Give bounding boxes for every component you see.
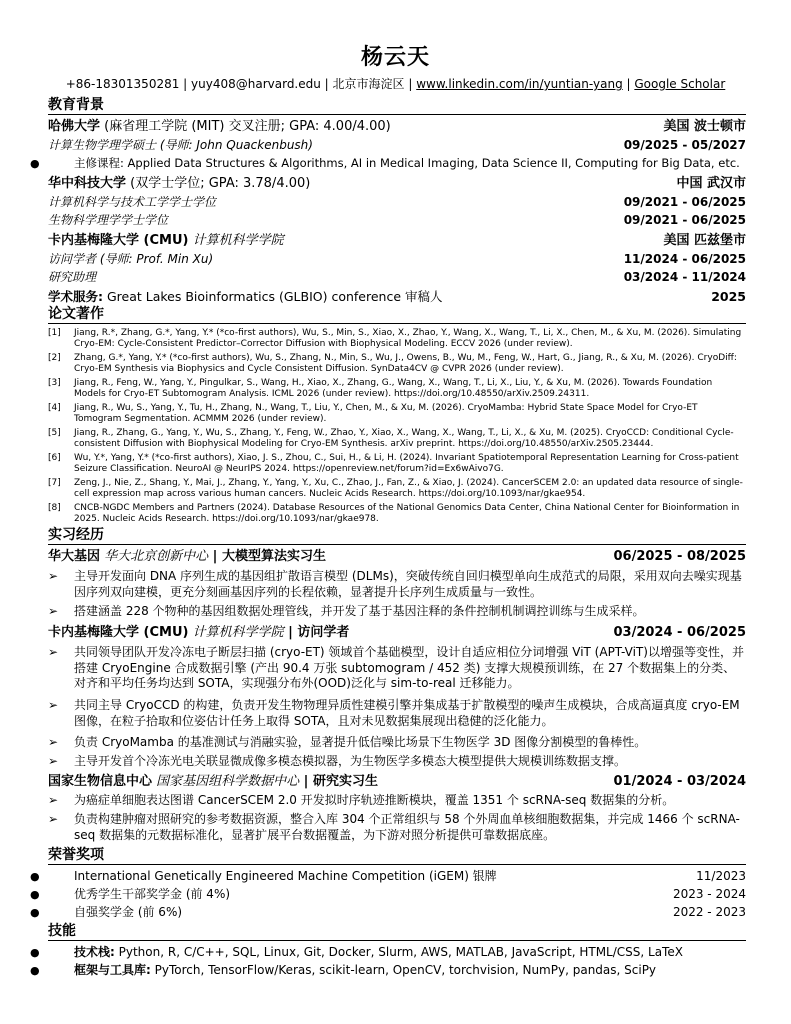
skills-frameworks: 框架与工具库: PyTorch, TensorFlow/Keras, scikit-learn, OpenCV, torchvision, NumPy, pandas, SciPy [74, 963, 657, 977]
linkedin-link[interactable]: www.linkedin.com/in/yuntian-yang [416, 77, 623, 91]
academic-service: 学术服务: Great Lakes Bioinformatics (GLBIO) conference 审稿人 2025 [48, 289, 746, 304]
arrow-icon: ➢ [48, 645, 59, 659]
arrow-icon: ➢ [48, 793, 59, 807]
section-skills-title: 技能 [48, 922, 746, 941]
bullet-icon: ● [30, 946, 40, 959]
honor-item: International Genetically Engineered Machine Competition (iGEM) 银牌 11/2023 [74, 869, 746, 883]
cmu-bullet-2: 共同主导 CryoCCD 的构建，负责开发生物物理异质性建模引擎并集成基于扩散模型的噪声生成模块，合成高逼真度 cryo-EM 图像，在粒子拾取和位姿估计任务上取得 SOTA，且对未见数据集展现出稳健的泛化能力。 [74, 698, 740, 728]
cmu-bullet-1: 共同领导团队开发冷冻电子断层扫描 (cryo-ET) 领域首个基础模型，设计自适应相位分词增强 ViT (APT-ViT)以增强等变性，并搭建 CryoEngine 合成数据引擎 (产出 90.4 万张 subtomogram / 452 类) 支撑大规模预训练，在 27 个数据集上的分类、对齐和平均任务均达到 SOTA，实现强分布外(OOD)泛化与 sim-to-real 迁移能力。 [74, 645, 744, 690]
arrow-icon: ➢ [48, 735, 59, 749]
contact-line: +86-18301350281 | yuy408@harvard.edu | 北京市海淀区 | www.linkedin.com/in/yuntian-yang | Google Scholar [65, 77, 726, 91]
arrow-icon: ➢ [48, 754, 59, 768]
cmu-role-2: 研究助理 03/2024 - 11/2024 [48, 270, 746, 284]
bullet-icon: ● [30, 964, 40, 977]
arrow-icon: ➢ [48, 812, 59, 826]
honor-item: 优秀学生干部奖学金 (前 4%) 2023 - 2024 [74, 887, 746, 901]
bgi-bullet-1: 主导开发面向 DNA 序列生成的基因组扩散语言模型 (DLMs)，突破传统自回归模型单向生成范式的局限，采用双向去噪实现基因序列双向建模，更充分刻画基因序列的长程依赖，显著提升长序列生成质量与一致性。 [74, 569, 742, 599]
bullet-icon: ● [30, 870, 40, 883]
email[interactable]: yuy408@harvard.edu [191, 77, 321, 91]
ngdc-bullet-2: 负责构建肿瘤对照研究的参考数据资源，整合入库 304 个正常组织与 58 个外周血单核细胞数据集，并完成 1466 个 scRNA-seq 数据集的元数据标准化，显著扩展平台数据覆盖，为下游对照分析提供可靠数据底座。 [74, 812, 740, 842]
arrow-icon: ➢ [48, 604, 59, 618]
bgi-bullet-2: 搭建涵盖 228 个物种的基因组数据处理管线，并开发了基于基因注释的条件控制机制调控训练与生成采样。 [74, 604, 645, 618]
harvard-degree: 计算生物学理学硕士 (导师: John Quackenbush) 09/2025 - 05/2027 [48, 138, 746, 152]
cmu-bullet-4: 主导开发首个冷冻光电关联显微成像多模态模拟器，为生物医学多模态大模型提供大规模训练数据支撑。 [74, 754, 627, 768]
cmu-bullet-3: 负责 CryoMamba 的基准测试与消融实验，显著提升低信噪比场景下生物医学 3D 图像分割模型的鲁棒性。 [74, 735, 647, 749]
scholar-link[interactable]: Google Scholar [634, 77, 726, 91]
hust-degree-2: 生物科学理学学士学位 09/2021 - 06/2025 [48, 213, 746, 227]
section-honors-title: 荣誉奖项 [48, 846, 746, 865]
section-internships-title: 实习经历 [48, 526, 746, 545]
resume-page: 杨云天 +86-18301350281 | yuy408@harvard.edu | 北京市海淀区 | www.linkedin.com/in/yuntian-yang | Google Scholar 教育背景 哈佛大学 (麻省理工学院 (MIT) 交叉注册; GPA: 4.00/4.00) 美国 波士顿市 计算生物学理学硕士 (导师: John Quackenbush) 09/2025 - 05/2027 ● 主修课程: Applied Data Structures & Algorithms, AI in Medical Imaging, Data Science II, Computing for Big Data, etc. 华中科技大学 (双学士学位; GPA: 3.78/4.00) 中国 武汉市 计算机科学与技术工学学士学位 09/2021 - 06/2025 生物科学理学学士学位 09/2021 - 06/2025 卡内基梅隆大学 (CMU) 计算机科学学院 美国 匹兹堡市 访问学者 (导师: Prof. Min Xu) 11/2024 - 06/2025 研究助理 03/2024 - 11/2024 学术服务: Great Lakes Bioinformatics (GLBIO) conference 审稿人 2025 论文著作 [1] Jiang, R.*, Zhang, G.*, Yang, Y.* (*co-first authors), Wu, S., Min, S., Xiao, X., Zhao, Y., Wang, X., Wang, T., Li, X., Chen, M., & Xu, M. (2026). Simulating Cryo-EM: Cycle-Consistent Predictor–Corrector Diffusion with Biophysical Modeling. ECCV 2026 (under review). [2] Zhang, G.*, Yang, Y.* (*co-first authors), Wu, S., Zhang, N., Min, S., Wu, J., Owens, B., Wu, M., Feng, W., Hart, G., Jiang, R., & Xu, M. (2026). CryoDiff: Cryo-EM Synthesis via Biophysics and Cycle Consistent Diffusion. SynData4CV @ CVPR 2026 (under review). [3] Jiang, R., Feng, W., Yang, Y., Pingulkar, S., Wang, H., Xiao, X., Zhang, G., Wang, X., Wang, T., Li, X., Liu, Y., & Xu, M. (2026). Towards Foundation Models for Cryo-ET Subtomogram Analysis. ICML 2026 (under review). https://doi.org/10.48550/arXiv.2509.24311. [4] Jiang, R., Wu, S., Yang, Y., Tu, H., Zhang, N., Wang, T., Liu, Y., Chen, M., & Xu, M. (2026). CryoMamba: Hybrid State Space Model for Cryo-ET Tomogram Segmentation. ACMMM 2026 (under review). [5] Jiang, R., Zhang, G., Yang, Y., Wu, S., Zhang, Y., Feng, W., Zhao, Y., Xiao, X., Wang, X., Wang, T., Li, X., & Xu, M. (2025). CryoCCD: Conditional Cycle-consistent Diffusion with Biophysical Modeling for Cryo-EM Synthesis. arXiv preprint. https://doi.org/10.48550/arXiv.2505.23444. [6] Wu, Y.*, Yang, Y.* (*co-first authors), Xiao, J. S., Zhou, C., Sui, H., & Li, H. (2024). Invariant Spatiotemporal Representation Learning for Cross-patient Seizure Classification. NeuroAI @ NeurIPS 2024. https://openreview.net/forum?id=Ex6wAivo7G. [7] Zeng, J., Nie, Z., Shang, Y., Mai, J., Zhang, Y., Yang, Y., Xu, C., Zhao, J., Fan, Z., & Xiao, J. (2024). CancerSCEM 2.0: an updated data resource of single-cell expression map across various human cancers. Nucleic Acids Research. https://doi.org/10.1093/nar/gkae954. [8] CNCB-NGDC Members and Partners (2024). Database Resources of the National Genomics Data Center, China National Center for Bioinformation in 2025. Nucleic Acids Research. https://doi.org/10.1093/nar/gkae978. 实习经历 华大基因 华大北京创新中心 | 大模型算法实习生 06/2025 - 08/2025 ➢ 主导开发面向 DNA 序列生成的基因组扩散语言模型 (DLMs)，突破传统自回归模型单向生成范式的局限，采用双向去噪实现基因序列双向建模，更充分刻画基因序列的长程依赖，显著提升长序列生成质量与一致性。 ➢ 搭建涵盖 228 个物种的基因组数据处理管线，并开发了基于基因注释的条件控制机制调控训练与生成采样。 卡内基梅隆大学 (CMU) 计算机科学学院 | 访问学者 03/2024 - 06/2025 ➢ 共同领导团队开发冷冻电子断层扫描 (cryo-ET) 领域首个基础模型，设计自适应相位分词增强 ViT (APT-ViT)以增强等变性，并搭建 CryoEngine 合成数据引擎 (产出 90.4 万张 subtomogram / 452 类) 支撑大规模预训练，在 27 个数据集上的分类、对齐和平均任务均达到 SOTA，实现强分布外(OOD)泛化与 sim-to-real 迁移能力。 ➢ 共同主导 CryoCCD 的构建，负责开发生物物理异质性建模引擎并集成基于扩散模型的噪声生成模块，合成高逼真度 cryo-EM 图像，在粒子拾取和位姿估计任务上取得 SOTA，且对未见数据集展现出稳健的泛化能力。 ➢ 负责 CryoMamba 的基准测试与消融实验，显著提升低信噪比场景下生物医学 3D 图像分割模型的鲁棒性。 ➢ 主导开发首个冷冻光电关联显微成像多模态模拟器，为生物医学多模态大模型提供大规模训练数据支撑。 国家生物信息中心 国家基因组科学数据中心 | 研究实习生 01/2024 - 03/2024 ➢ 为癌症单细胞表达图谱 CancerSCEM 2.0 开发拟时序轨迹推断模块，覆盖 1351 个 scRNA-seq 数据集的分析。 ➢ 负责构建肿瘤对照研究的参考数据资源，整合入库 304 个正常组织与 58 个外周血单核细胞数据集，并完成 1466 个 scRNA-seq 数据集的元数据标准化，显著扩展平台数据覆盖，为下游对照分析提供可靠数据底座。 荣誉奖项 ● International Genetically Engineered Machine Competition (iGEM) 银牌 11/2023 ● 优秀学生干部奖学金 (前 4%) 2023 - 2024 ● 自强奖学金 (前 6%) 2022 - 2023 技能 ● 技术栈: Python, R, C/C++, SQL, Linux, Git, Docker, Slurm, AWS, MATLAB, JavaScript, HTML/CSS, LaTeX ● 框架与工具库: PyTorch, TensorFlow/Keras, scikit-learn, OpenCV, torchvision, NumPy, pandas, SciPy [0, 0, 791, 1024]
section-education-title: 教育背景 [48, 96, 746, 115]
phone: +86-18301350281 [65, 77, 180, 91]
cmu-intern-header: 卡内基梅隆大学 (CMU) 计算机科学学院 | 访问学者 03/2024 - 06/2025 [48, 625, 746, 640]
skills-tech: 技术栈: Python, R, C/C++, SQL, Linux, Git, Docker, Slurm, AWS, MATLAB, JavaScript, HTML/CSS, LaTeX [74, 945, 683, 959]
ngdc-bullet-1: 为癌症单细胞表达图谱 CancerSCEM 2.0 开发拟时序轨迹推断模块，覆盖 1351 个 scRNA-seq 数据集的分析。 [74, 793, 675, 807]
ngdc-header: 国家生物信息中心 国家基因组科学数据中心 | 研究实习生 01/2024 - 03/2024 [48, 774, 746, 789]
location: 北京市海淀区 [332, 77, 405, 91]
harvard-header: 哈佛大学 (麻省理工学院 (MIT) 交叉注册; GPA: 4.00/4.00) 美国 波士顿市 [48, 119, 746, 134]
honor-item: 自强奖学金 (前 6%) 2022 - 2023 [74, 905, 746, 919]
cmu-role-1: 访问学者 (导师: Prof. Min Xu) 11/2024 - 06/2025 [48, 252, 746, 266]
bullet-icon: ● [30, 906, 40, 919]
hust-header: 华中科技大学 (双学士学位; GPA: 3.78/4.00) 中国 武汉市 [48, 176, 746, 191]
harvard-location: 美国 波士顿市 [663, 119, 746, 134]
bullet-icon: ● [30, 157, 40, 170]
arrow-icon: ➢ [48, 569, 59, 583]
arrow-icon: ➢ [48, 698, 59, 712]
person-name: 杨云天 [360, 45, 430, 70]
section-publications-title: 论文著作 [48, 305, 746, 324]
cmu-header: 卡内基梅隆大学 (CMU) 计算机科学学院 美国 匹兹堡市 [48, 233, 746, 248]
hust-degree-1: 计算机科学与技术工学学士学位 09/2021 - 06/2025 [48, 195, 746, 209]
harvard-courses: 主修课程: Applied Data Structures & Algorithms, AI in Medical Imaging, Data Science II, Computing for Big Data, etc. [74, 156, 740, 170]
bgi-header: 华大基因 华大北京创新中心 | 大模型算法实习生 06/2025 - 08/2025 [48, 549, 746, 564]
bullet-icon: ● [30, 888, 40, 901]
